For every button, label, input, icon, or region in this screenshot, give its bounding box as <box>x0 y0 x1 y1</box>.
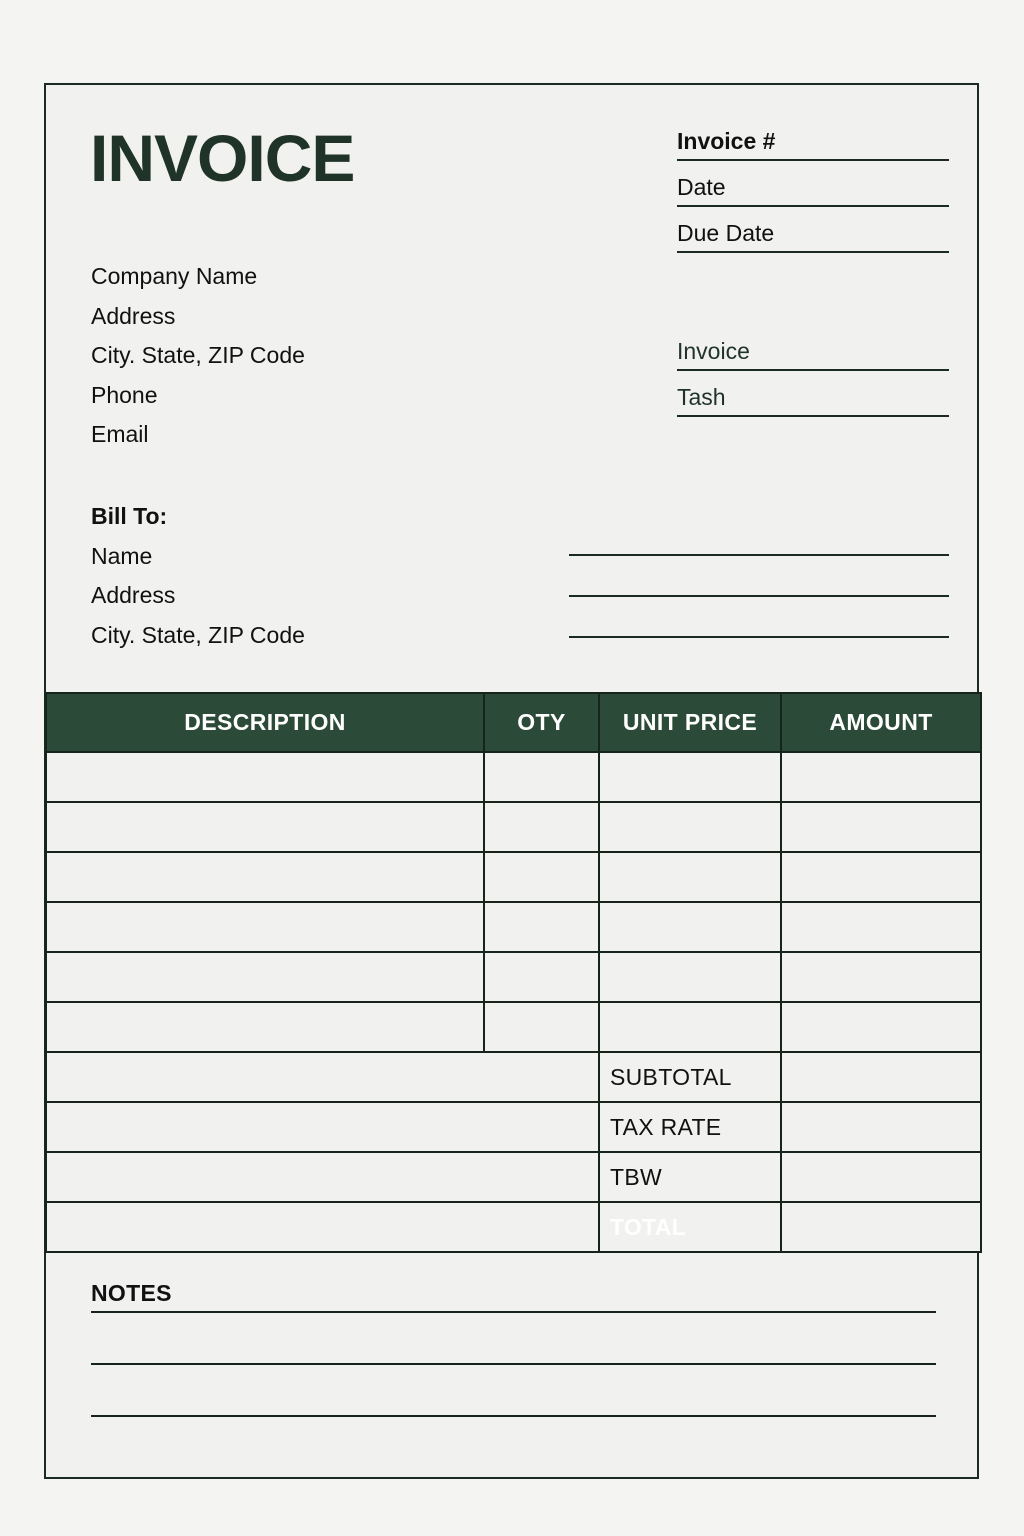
bill-to-line-city-state-zip: City. State, ZIP Code <box>91 621 305 648</box>
cell-qty[interactable] <box>484 852 599 902</box>
totals-row-tax-rate <box>46 1102 981 1152</box>
cell-amount[interactable] <box>781 952 981 1002</box>
seller-line-email: Email <box>91 421 149 447</box>
bill-to-line-address: Address <box>91 582 176 608</box>
cell-unit-price[interactable] <box>599 952 781 1002</box>
cell-qty[interactable] <box>484 952 599 1002</box>
line-items-header <box>46 693 981 752</box>
bill-to-line-name: Name <box>91 542 153 569</box>
cell-qty[interactable] <box>484 752 599 802</box>
column-header-qty: OTY <box>484 693 599 752</box>
table-row <box>46 802 981 852</box>
cell-qty[interactable] <box>484 802 599 852</box>
column-header-amount: AMOUNT <box>781 693 981 752</box>
totals-value-total[interactable] <box>781 1202 981 1252</box>
notes-label: NOTES <box>91 1280 172 1306</box>
bill-to-block <box>91 497 305 655</box>
cell-unit-price[interactable] <box>599 902 781 952</box>
seller-line-phone: Phone <box>91 381 158 408</box>
invoice-label-field[interactable]: Invoice <box>677 337 949 371</box>
invoice-date-field[interactable]: Date <box>677 173 949 207</box>
totals-row-tbw <box>46 1152 981 1202</box>
invoice-meta-primary <box>677 127 949 265</box>
totals-value-tbw[interactable] <box>781 1152 981 1202</box>
table-row <box>46 752 981 802</box>
totals-row-subtotal <box>46 1052 981 1102</box>
totals-spacer <box>46 1152 599 1202</box>
cell-description[interactable] <box>46 902 484 952</box>
notes-line-1[interactable] <box>91 1313 936 1365</box>
notes-section <box>91 1280 936 1417</box>
totals-label-total: TOTAL <box>599 1202 781 1252</box>
totals-value-subtotal[interactable] <box>781 1052 981 1102</box>
totals-row-total <box>46 1202 981 1252</box>
invoice-due-date-field[interactable]: Due Date <box>677 219 949 253</box>
line-items-body <box>46 752 981 1252</box>
line-items-table <box>45 692 982 1253</box>
cell-description[interactable] <box>46 802 484 852</box>
cell-description[interactable] <box>46 1002 484 1052</box>
notes-line-2[interactable] <box>91 1365 936 1417</box>
invoice-number-field[interactable]: Invoice # <box>677 127 949 161</box>
page-title: INVOICE <box>90 121 355 195</box>
seller-info-block <box>91 257 305 455</box>
column-header-description: DESCRIPTION <box>46 693 484 752</box>
cell-unit-price[interactable] <box>599 852 781 902</box>
bill-to-heading: Bill To: <box>91 503 168 529</box>
table-row <box>46 852 981 902</box>
seller-line-address: Address <box>91 302 176 329</box>
cell-amount[interactable] <box>781 802 981 852</box>
cell-unit-price[interactable] <box>599 752 781 802</box>
blank-line-2[interactable] <box>569 556 949 597</box>
column-header-unit-price: UNIT PRICE <box>599 693 781 752</box>
totals-spacer <box>46 1102 599 1152</box>
blank-line-1[interactable] <box>569 515 949 556</box>
table-row <box>46 902 981 952</box>
totals-label-tax-rate: TAX RATE <box>599 1102 781 1152</box>
totals-spacer <box>46 1202 599 1252</box>
totals-spacer <box>46 1052 599 1102</box>
cell-unit-price[interactable] <box>599 1002 781 1052</box>
seller-line-city-state-zip: City. State, ZIP Code <box>91 342 305 368</box>
tash-label-field[interactable]: Tash <box>677 383 949 417</box>
invoice-header <box>46 85 977 692</box>
totals-label-tbw: TBW <box>599 1152 781 1202</box>
table-row <box>46 1002 981 1052</box>
cell-description[interactable] <box>46 752 484 802</box>
cell-amount[interactable] <box>781 902 981 952</box>
cell-qty[interactable] <box>484 902 599 952</box>
totals-label-subtotal: SUBTOTAL <box>599 1052 781 1102</box>
cell-amount[interactable] <box>781 752 981 802</box>
totals-value-tax-rate[interactable] <box>781 1102 981 1152</box>
cell-amount[interactable] <box>781 852 981 902</box>
cell-unit-price[interactable] <box>599 802 781 852</box>
cell-qty[interactable] <box>484 1002 599 1052</box>
table-row <box>46 952 981 1002</box>
invoice-sheet <box>44 83 979 1479</box>
seller-line-company: Company Name <box>91 263 258 289</box>
cell-description[interactable] <box>46 852 484 902</box>
cell-description[interactable] <box>46 952 484 1002</box>
bill-to-blank-lines <box>569 515 949 638</box>
cell-amount[interactable] <box>781 1002 981 1052</box>
blank-line-3[interactable] <box>569 597 949 638</box>
invoice-meta-secondary <box>677 337 949 429</box>
table-header-row <box>46 693 981 752</box>
